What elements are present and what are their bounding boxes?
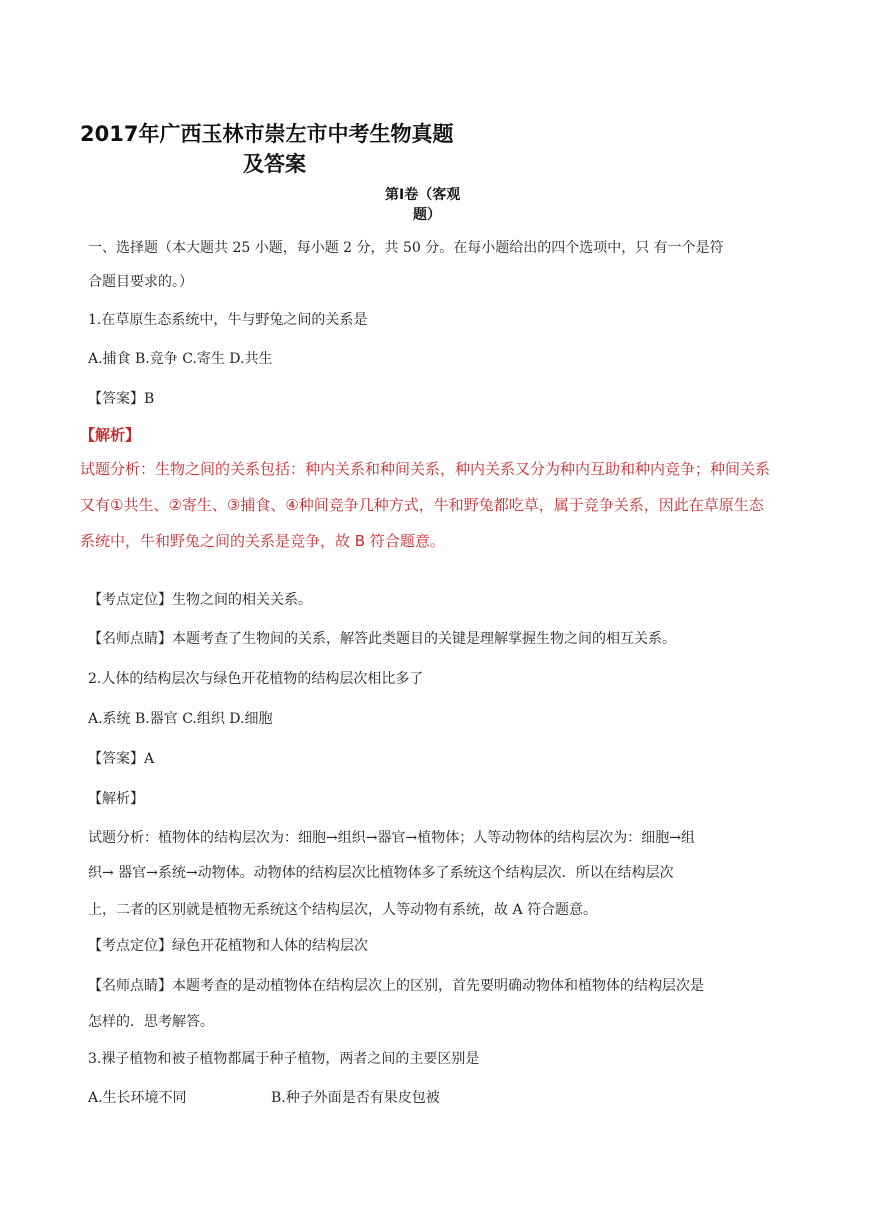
q1-analysis-line2: 又有①共生、②寄生、③捕食、④种间竞争几种方式，牛和野兔都吃草，属于竞争关系，因此在草原生态: [80, 496, 764, 514]
q1-options: A.捕食 B.竞争 C.寄生 D.共生: [88, 351, 273, 367]
q3-question: 3.裸子植物和被子植物都属于种子植物，两者之间的主要区别是: [88, 1051, 480, 1067]
q2-teacher-tip-line1: 【名师点睛】本题考查的是动植物体在结构层次上的区别，首先要明确动物体和植物体的结构层次是: [88, 978, 704, 994]
q1-analysis-line1: 试题分析：生物之间的关系包括：种内关系和种间关系，种内关系又分为种内互助和种内竞争；种间关系: [80, 460, 771, 478]
q3-option-a: A.生长环境不同: [88, 1090, 187, 1106]
intro-line1: 一、选择题（本大题共 25 小题，每小题 2 分，共 50 分。在每小题给出的四个选项中，只 有一个是符: [88, 240, 724, 256]
q2-analysis-line1: 试题分析：植物体的结构层次为：细胞→组织→器官→植物体；人等动物体的结构层次为：细胞→组: [88, 830, 695, 846]
intro-line2: 合题目要求的。）: [88, 274, 193, 290]
q1-key-point: 【考点定位】生物之间的相关关系。: [88, 592, 312, 608]
q1-teacher-tip: 【名师点睛】本题考查了生物间的关系，解答此类题目的关键是理解掌握生物之间的相互关系。: [88, 631, 676, 647]
q1-analysis-line3: 系统中，牛和野兔之间的关系是竞争，故 B 符合题意。: [80, 532, 445, 550]
q2-teacher-tip-line2: 怎样的．思考解答。: [88, 1014, 214, 1030]
doc-title-line2: 及答案: [243, 152, 306, 176]
q2-options: A.系统 B.器官 C.组织 D.细胞: [88, 711, 273, 727]
q1-question: 1.在草原生态系统中，牛与野兔之间的关系是: [88, 312, 368, 328]
q2-analysis-line2: 织→ 器官→系统→动物体。动物体的结构层次比植物体多了系统这个结构层次．所以在结构层次: [88, 865, 674, 881]
q2-answer: 【答案】A: [88, 751, 155, 767]
section-heading-line1: 第Ⅰ卷（客观: [385, 187, 461, 203]
q2-question: 2.人体的结构层次与绿色开花植物的结构层次相比多了: [88, 671, 424, 687]
q3-option-b: B.种子外面是否有果皮包被: [271, 1090, 440, 1106]
q2-key-point: 【考点定位】绿色开花植物和人体的结构层次: [88, 938, 368, 954]
section-heading-line2: 题）: [413, 207, 441, 223]
doc-title-line1: 2017年广西玉林市崇左市中考生物真题: [80, 122, 454, 146]
q1-analysis-label: 【解析】: [80, 426, 141, 444]
q1-answer: 【答案】B: [88, 391, 155, 407]
q2-analysis-label: 【解析】: [88, 791, 144, 807]
q2-analysis-line3: 上，二者的区别就是植物无系统这个结构层次，人等动物有系统，故 A 符合题意。: [88, 902, 598, 918]
